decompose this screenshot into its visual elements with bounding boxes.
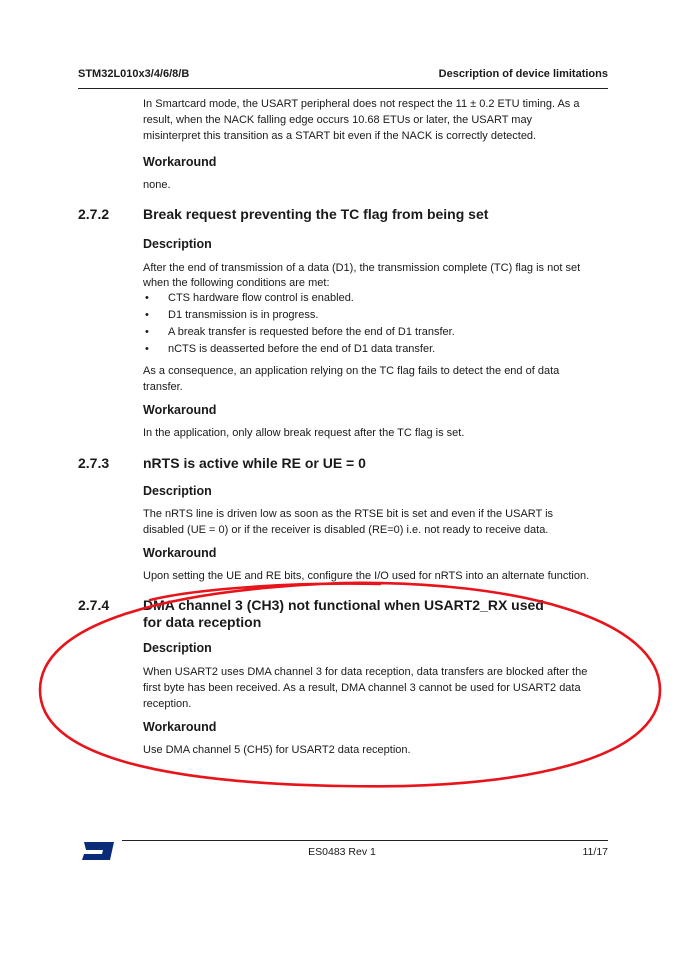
consequence-line: As a consequence, an application relying on the TC flag fails to detect the end of data [143,365,560,377]
footer-rule [122,840,608,841]
section-number: 2.7.4 [78,597,110,613]
intro-workaround-text: none. [143,179,171,191]
description-line: reception. [143,698,192,710]
description-line: when the following conditions are met: [143,277,330,289]
description-line: After the end of transmission of a data (D1), the transmission complete (TC) flag is not set [143,262,581,274]
bullet-icon: • [145,292,149,304]
workaround-heading: Workaround [143,720,217,734]
section-title: Break request preventing the TC flag from being set [143,206,489,222]
footer-page-number: 11/17 [582,846,608,858]
workaround-heading: Workaround [143,403,217,417]
workaround-text: Upon setting the UE and RE bits, configure the I/O used for nRTS into an alternate function. [143,570,590,582]
description-heading: Description [143,484,212,498]
intro-line: misinterpret this transition as a START bit even if the NACK is correctly detected. [143,130,537,142]
header-part-number: STM32L010x3/4/6/8/B [78,68,190,80]
section-title-line: DMA channel 3 (CH3) not functional when USART2_RX used [143,597,544,613]
header-rule [78,88,608,89]
page-header [78,68,608,88]
description-line: disabled (UE = 0) or if the receiver is disabled (RE=0) i.e. not ready to receive data. [143,524,549,536]
intro-line: In Smartcard mode, the USART peripheral does not respect the 11 ± 0.2 ETU timing. As a [143,98,580,110]
description-heading: Description [143,641,212,655]
bullet-icon: • [145,326,149,338]
intro-line: result, when the NACK falling edge occurs 10.68 ETUs or later, the USART may [143,114,533,126]
bullet-icon: • [145,309,149,321]
description-line: first byte has been received. As a result, DMA channel 3 cannot be used for USART2 data [143,682,581,694]
section-title: nRTS is active while RE or UE = 0 [143,455,366,471]
description-line: The nRTS line is driven low as soon as the RTSE bit is set and even if the USART is [143,508,554,520]
workaround-text: Use DMA channel 5 (CH5) for USART2 data reception. [143,744,411,756]
header-section-title: Description of device limitations [438,68,608,80]
section-number: 2.7.2 [78,206,110,222]
description-line: When USART2 uses DMA channel 3 for data reception, data transfers are blocked after the [143,666,588,678]
section-number: 2.7.3 [78,455,110,471]
description-heading: Description [143,237,212,251]
workaround-text: In the application, only allow break request after the TC flag is set. [143,427,465,439]
footer-document-id: ES0483 Rev 1 [308,846,376,858]
consequence-line: transfer. [143,381,183,393]
workaround-heading: Workaround [143,546,217,560]
intro-workaround-heading: Workaround [143,155,217,169]
bullet-icon: • [145,343,149,355]
section-title-line: for data reception [143,614,262,630]
